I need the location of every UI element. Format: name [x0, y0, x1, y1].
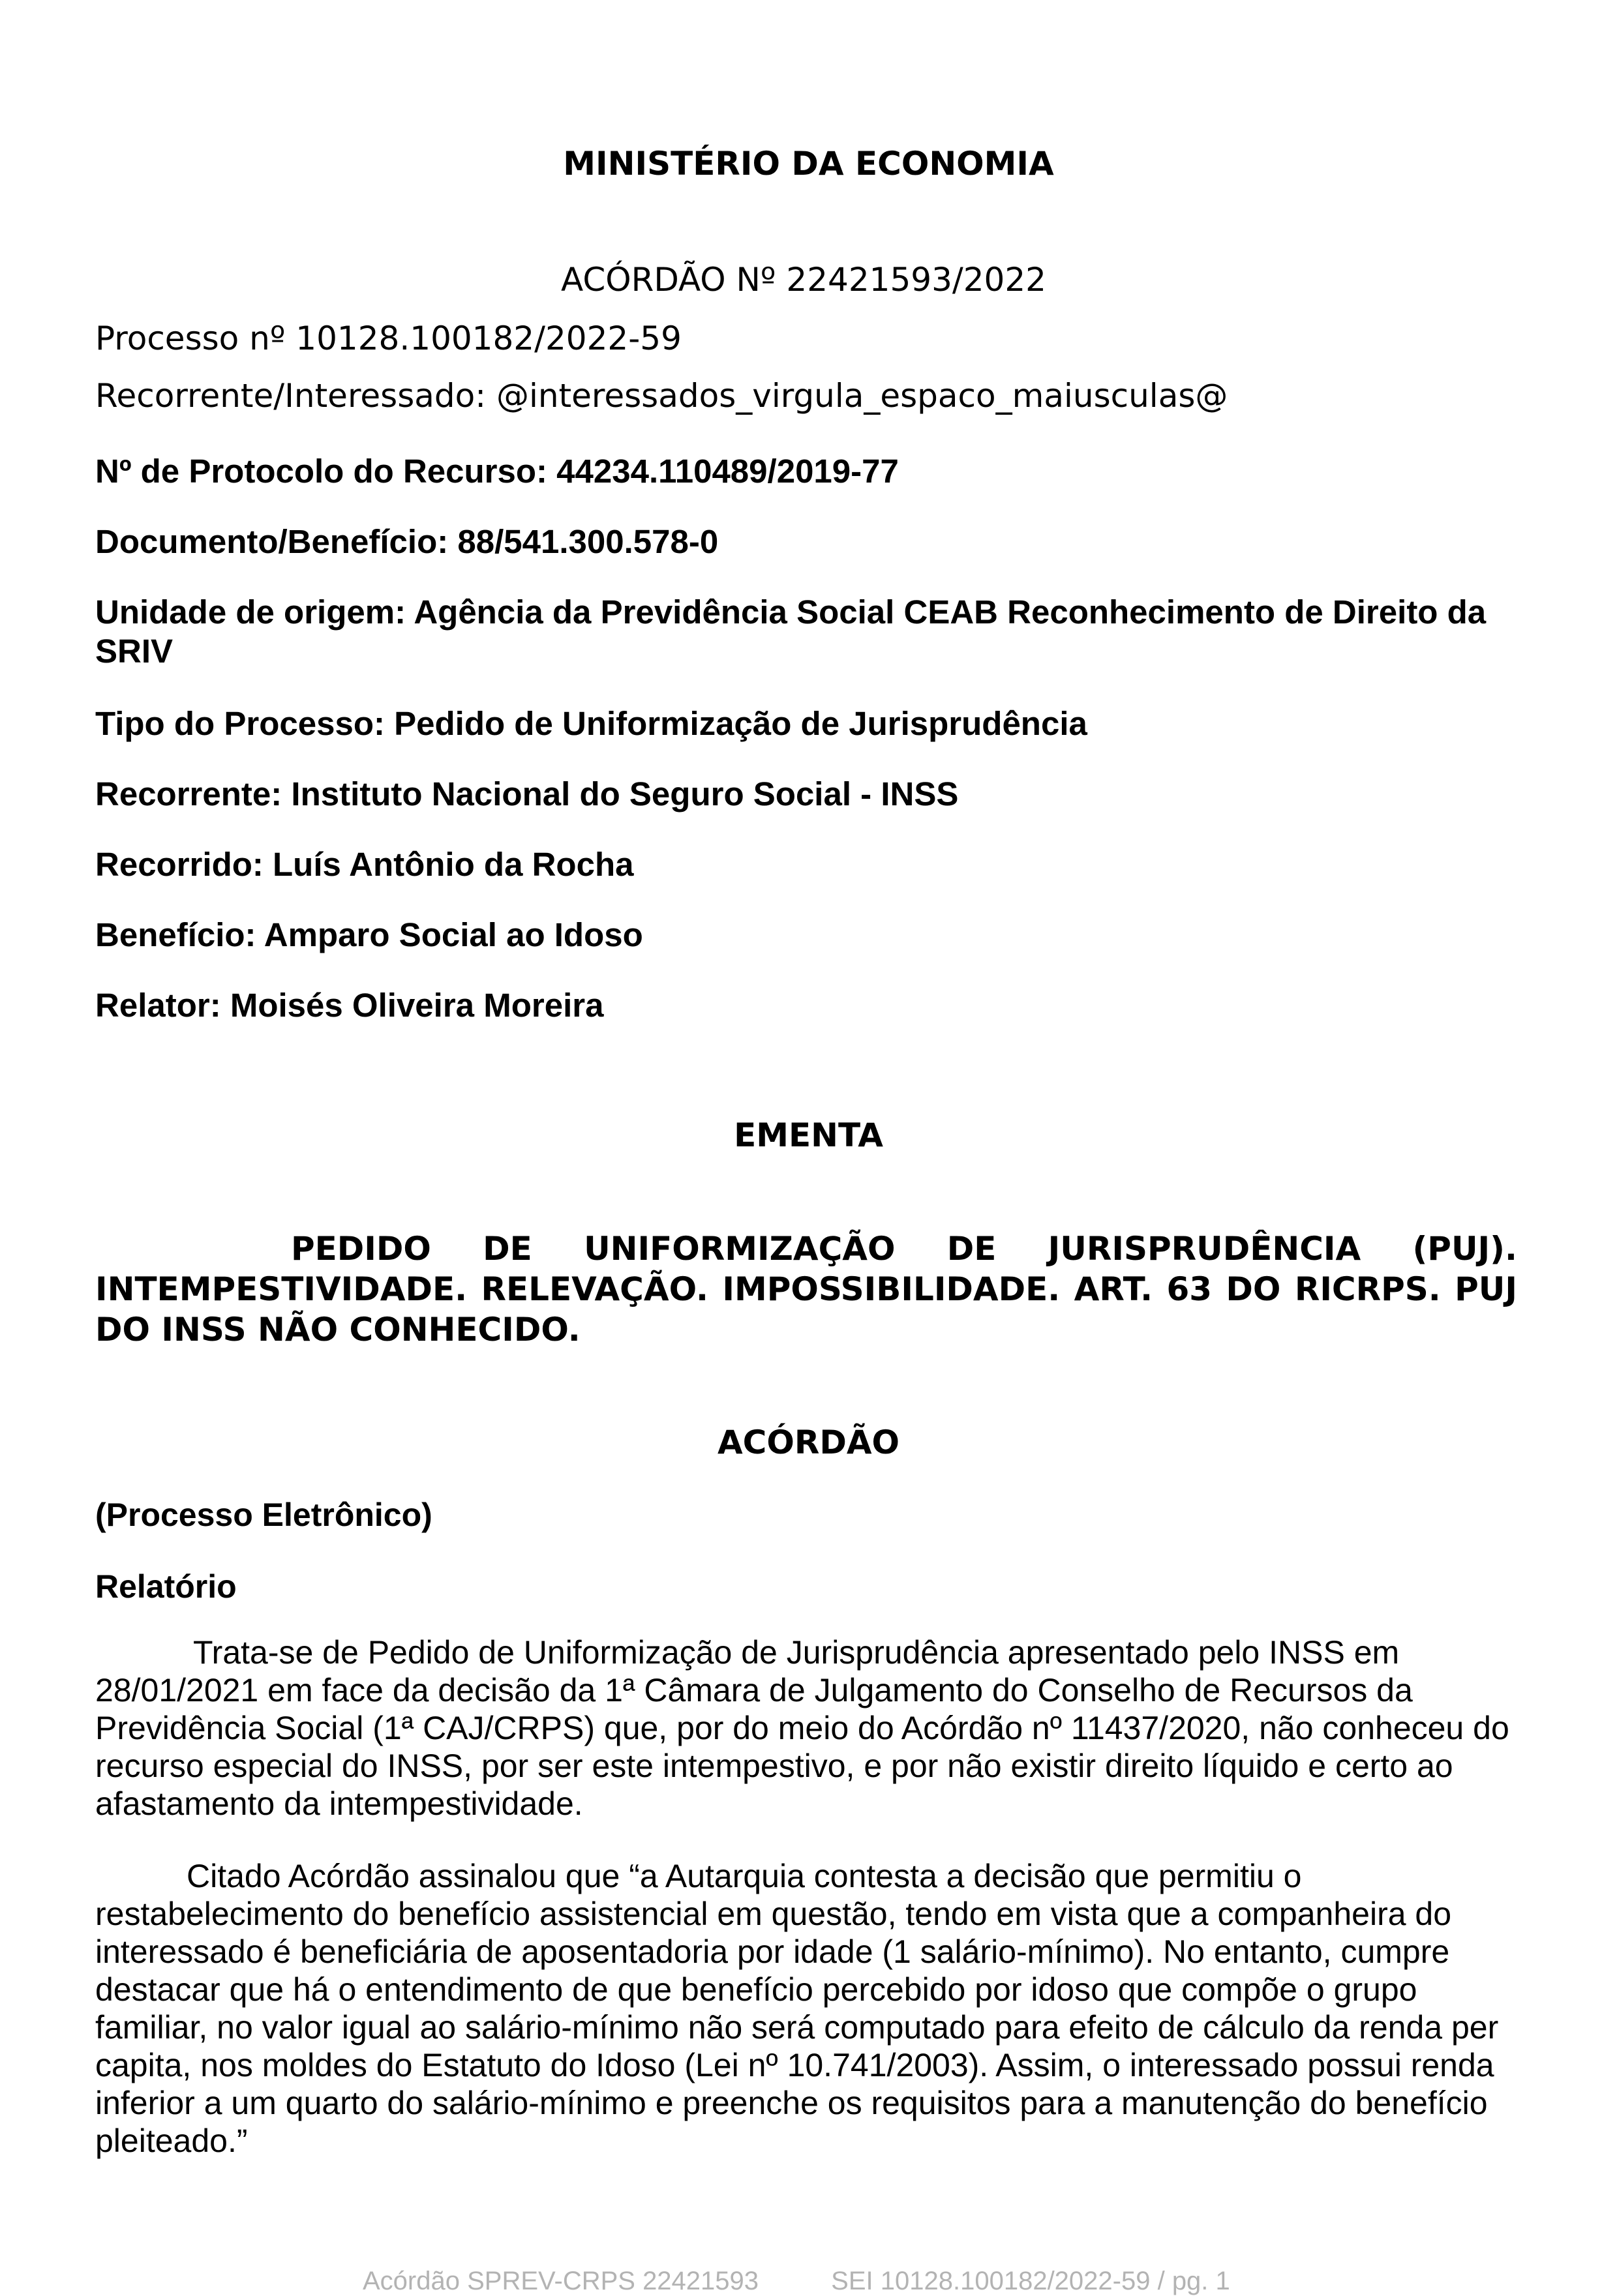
- ementa-text: PEDIDO DE UNIFORMIZAÇÃO DE JURISPRUDÊNCIA (PUJ). INTEMPESTIVIDADE. RELEVAÇÃO. IMPOSSIBILIDADE. ART. 63 DO RICRPS. PUJ DO INSS NÃO CONHECIDO.: [95, 1230, 1517, 1349]
- relatorio-paragraph-2: Citado Acórdão assinalou que “a Autarquia contesta a decisão que permitiu o restabelecimento do benefício assistencial em questão, tendo em vista que a companheira do interessado é beneficiária de aposentadoria por idade (1 salário-mínimo). No entanto, cumpre destacar que há o entendimento de que benefício percebido por idoso que compõe o grupo familiar, no valor igual ao salário-mínimo não será computado para efeito de cálculo da renda per capita, nos moldes do Estatuto do Idoso (Lei nº 10.741/2003). Assim, o interessado possui renda inferior a um quarto do salário-mínimo e preenche os requisitos para a manutenção do benefício pleiteado.”: [95, 1858, 1499, 2159]
- acordao-number: ACÓRDÃO Nº 22421593/2022: [561, 261, 1046, 299]
- processo-eletronico: (Processo Eletrônico): [95, 1497, 432, 1533]
- relatorio-paragraph-1: Trata-se de Pedido de Uniformização de Jurisprudência apresentado pelo INSS em 28/01/2021 em face da decisão da 1ª Câmara de Julgamento do Conselho de Recursos da Previdência Social (1ª CAJ/CRPS) que, por do meio do Acórdão nº 11437/2020, não conheceu do recurso especial do INSS, por ser este intempestivo, e por não existir direito líquido e certo ao afastamento da intempestividade.: [95, 1634, 1509, 1822]
- field-recorrido: Recorrido: Luís Antônio da Rocha: [95, 846, 634, 883]
- page-footer: [363, 2267, 1230, 2296]
- field-relator: Relator: Moisés Oliveira Moreira: [95, 987, 604, 1024]
- field-tipo-processo: Tipo do Processo: Pedido de Uniformização de Jurisprudência: [95, 705, 1087, 742]
- field-protocolo: Nº de Protocolo do Recurso: 44234.110489/2019-77: [95, 453, 899, 490]
- processo-number: Processo nº 10128.100182/2022-59: [95, 320, 682, 357]
- footer-document-id: Acórdão SPREV-CRPS 22421593: [363, 2267, 759, 2295]
- recorrente-interessado: Recorrente/Interessado: @interessados_virgula_espaco_maiusculas@: [95, 377, 1228, 415]
- field-documento: Documento/Benefício: 88/541.300.578-0: [95, 523, 719, 560]
- acordao-heading: ACÓRDÃO: [717, 1424, 900, 1461]
- field-recorrente: Recorrente: Instituto Nacional do Seguro Social - INSS: [95, 775, 959, 813]
- ementa-heading: EMENTA: [734, 1116, 883, 1154]
- field-unidade-origem: Unidade de origem: Agência da Previdência Social CEAB Reconhecimento de Direito da SRIV: [95, 593, 1487, 670]
- field-beneficio: Benefício: Amparo Social ao Idoso: [95, 916, 643, 953]
- ministry-title: MINISTÉRIO DA ECONOMIA: [563, 145, 1054, 183]
- footer-sei-page: SEI 10128.100182/2022-59 / pg. 1: [831, 2267, 1230, 2295]
- relatorio-heading: Relatório: [95, 1568, 237, 1605]
